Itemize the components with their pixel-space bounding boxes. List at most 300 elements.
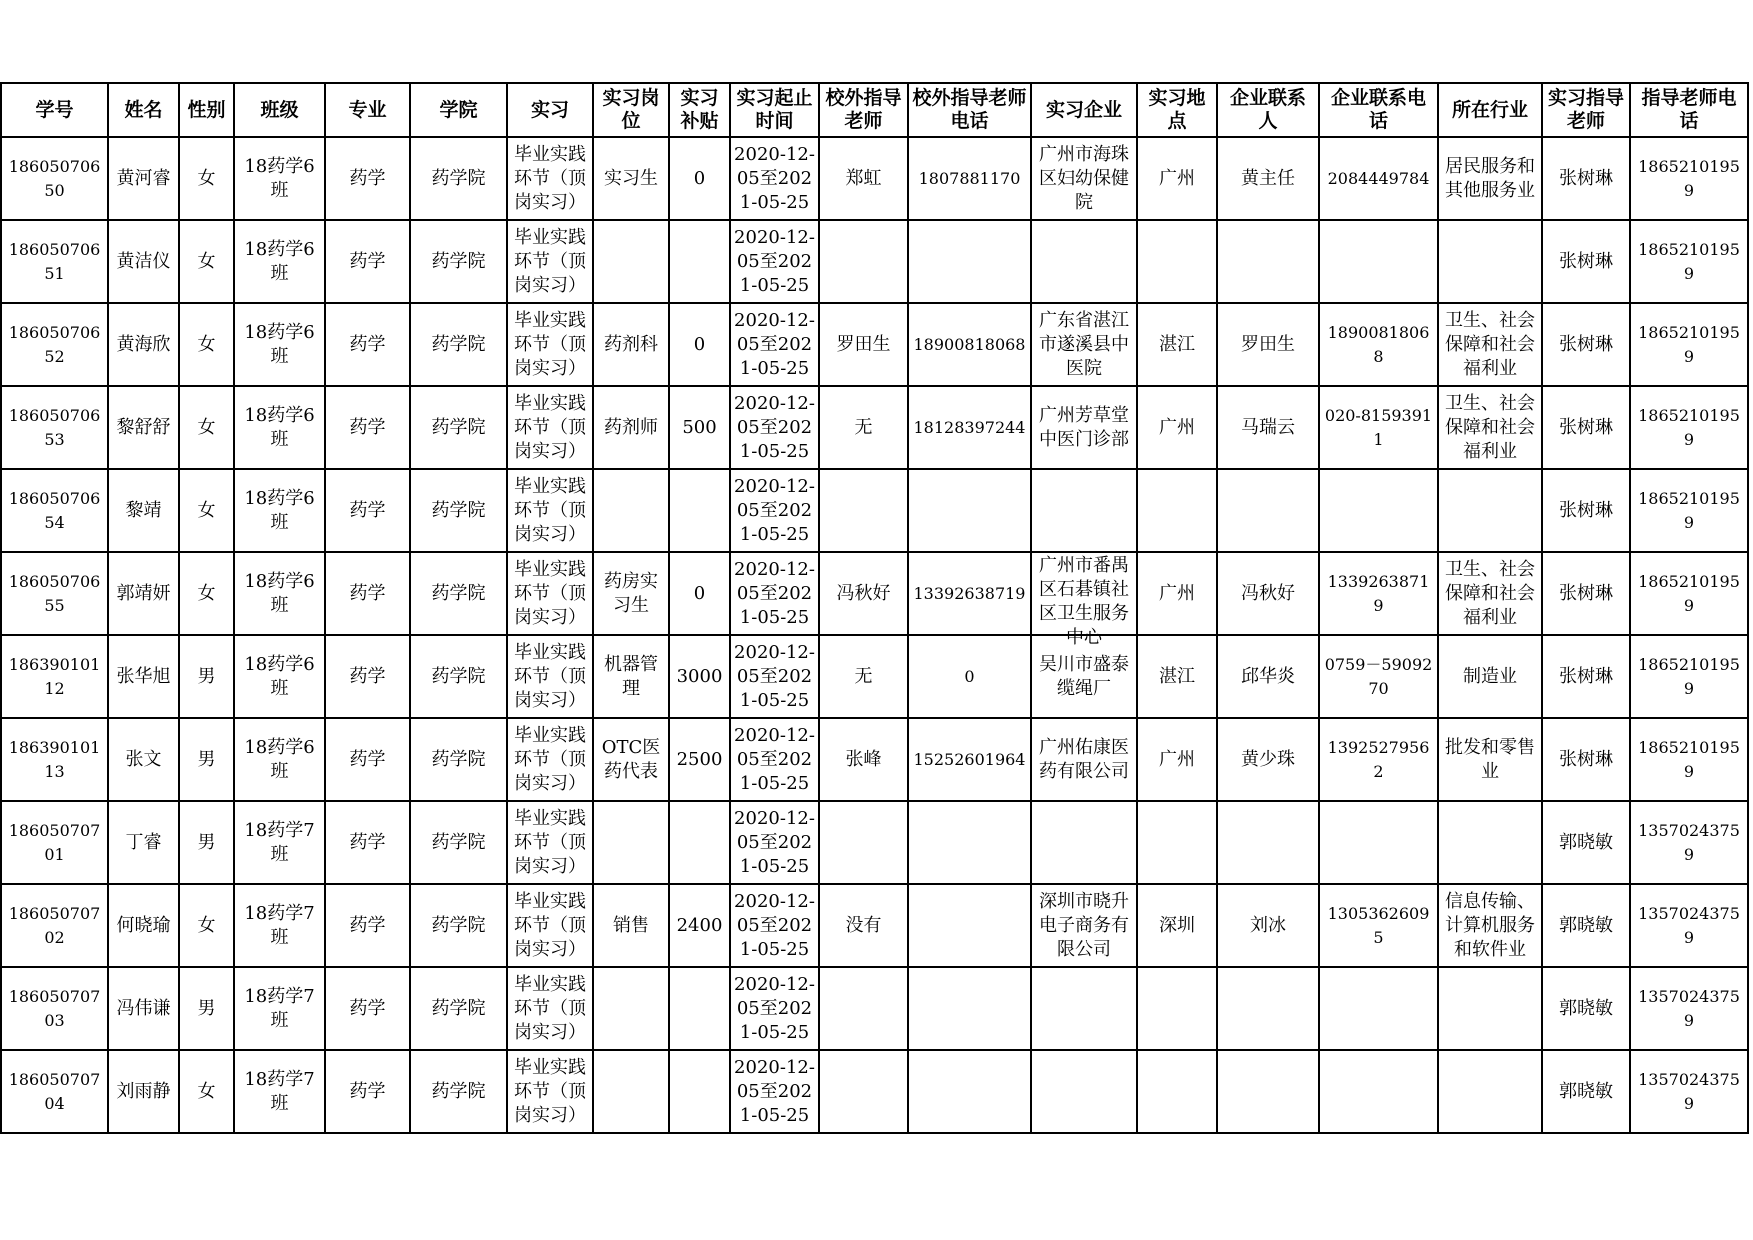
cell-student-id bbox=[1, 718, 108, 801]
cell-subsidy bbox=[669, 1050, 730, 1133]
subsidy-text: 500 bbox=[682, 416, 717, 438]
cell-class bbox=[234, 718, 325, 801]
cell-company-phone bbox=[1319, 884, 1438, 967]
cell-college bbox=[410, 801, 507, 884]
company-phone-text: 18900818068 bbox=[1327, 322, 1430, 366]
major-text: 药学 bbox=[349, 748, 386, 770]
external-advisor-phone-text: 18128397244 bbox=[913, 417, 1026, 437]
cell-internship-type bbox=[507, 884, 593, 967]
class-text: 18药学6班 bbox=[244, 321, 315, 367]
cell-gender bbox=[179, 552, 234, 635]
advisor-phone-text: 18652101959 bbox=[1638, 322, 1740, 366]
cell-external-advisor-phone bbox=[908, 801, 1031, 884]
industry-text: 批发和零售业 bbox=[1445, 736, 1535, 782]
cell-subsidy bbox=[669, 137, 730, 220]
college-text: 药学院 bbox=[431, 748, 486, 770]
col-header: 班级 bbox=[234, 83, 325, 137]
company-text: 广州佑康医药有限公司 bbox=[1039, 736, 1129, 782]
table-row bbox=[1, 1050, 1748, 1133]
cell-internship-type bbox=[507, 552, 593, 635]
position-text: 实习生 bbox=[604, 167, 658, 189]
col-header: 实习 bbox=[507, 83, 593, 137]
subsidy-text: 0 bbox=[693, 333, 706, 355]
cell-period bbox=[730, 718, 819, 801]
cell-external-advisor bbox=[819, 386, 908, 469]
industry-text: 卫生、社会保障和社会福利业 bbox=[1445, 392, 1535, 462]
name-text: 丁睿 bbox=[125, 831, 162, 853]
cell-student-id bbox=[1, 303, 108, 386]
cell-external-advisor-phone bbox=[908, 718, 1031, 801]
col-header: 校外指导老师电话 bbox=[908, 83, 1031, 137]
cell-class bbox=[234, 137, 325, 220]
cell-class bbox=[234, 967, 325, 1050]
student-id-text: 18605070702 bbox=[8, 903, 101, 947]
location-text: 广州 bbox=[1159, 416, 1195, 438]
internship-table-container bbox=[0, 82, 1749, 1134]
cell-gender bbox=[179, 303, 234, 386]
cell-internship-type bbox=[507, 635, 593, 718]
company-phone-text: 13392638719 bbox=[1327, 571, 1430, 615]
cell-major bbox=[325, 469, 410, 552]
col-header: 姓名 bbox=[108, 83, 179, 137]
name-text: 何晓瑜 bbox=[116, 914, 171, 936]
industry-text: 居民服务和其他服务业 bbox=[1445, 155, 1535, 201]
gender-text: 男 bbox=[197, 997, 216, 1019]
cell-company-phone bbox=[1319, 220, 1438, 303]
advisor-text: 郭晓敏 bbox=[1559, 831, 1613, 853]
cell-gender bbox=[179, 967, 234, 1050]
company-phone-text: 13053626095 bbox=[1327, 903, 1430, 947]
location-text: 广州 bbox=[1159, 748, 1195, 770]
cell-external-advisor-phone bbox=[908, 884, 1031, 967]
advisor-text: 郭晓敏 bbox=[1559, 997, 1613, 1019]
cell-student-id bbox=[1, 801, 108, 884]
college-text: 药学院 bbox=[431, 582, 486, 604]
position-text: 销售 bbox=[613, 914, 649, 936]
cell-student-id bbox=[1, 137, 108, 220]
external-advisor-phone-text: 15252601964 bbox=[913, 749, 1026, 769]
cell-location bbox=[1137, 1050, 1217, 1133]
period-text: 2020-12-05至2021-05-25 bbox=[734, 392, 815, 462]
cell-name bbox=[108, 718, 179, 801]
advisor-text: 张树琳 bbox=[1559, 665, 1613, 687]
internship-type-text: 毕业实践环节（顶岗实习） bbox=[514, 724, 586, 794]
cell-period bbox=[730, 220, 819, 303]
internship-type-text: 毕业实践环节（顶岗实习） bbox=[514, 309, 586, 379]
cell-external-advisor bbox=[819, 801, 908, 884]
advisor-text: 郭晓敏 bbox=[1559, 1080, 1613, 1102]
college-text: 药学院 bbox=[431, 831, 486, 853]
cell-location bbox=[1137, 718, 1217, 801]
gender-text: 男 bbox=[197, 748, 216, 770]
table-row bbox=[1, 303, 1748, 386]
advisor-text: 张树琳 bbox=[1559, 582, 1613, 604]
cell-external-advisor-phone bbox=[908, 1050, 1031, 1133]
company-contact-text: 邱华炎 bbox=[1241, 665, 1295, 687]
cell-external-advisor-phone bbox=[908, 469, 1031, 552]
cell-advisor-phone bbox=[1630, 137, 1748, 220]
student-id-text: 18605070651 bbox=[8, 239, 101, 283]
cell-period bbox=[730, 303, 819, 386]
cell-period bbox=[730, 1050, 819, 1133]
class-text: 18药学6班 bbox=[244, 653, 315, 699]
company-phone-text: 2084449784 bbox=[1327, 168, 1430, 188]
cell-company-contact bbox=[1217, 386, 1319, 469]
college-text: 药学院 bbox=[431, 914, 486, 936]
cell-major bbox=[325, 635, 410, 718]
class-text: 18药学7班 bbox=[244, 902, 315, 948]
cell-student-id bbox=[1, 552, 108, 635]
cell-gender bbox=[179, 469, 234, 552]
college-text: 药学院 bbox=[431, 499, 486, 521]
gender-text: 男 bbox=[197, 665, 216, 687]
company-contact-text: 马瑞云 bbox=[1241, 416, 1295, 438]
cell-company bbox=[1031, 552, 1137, 648]
student-id-text: 18605070703 bbox=[8, 986, 101, 1030]
internship-type-text: 毕业实践环节（顶岗实习） bbox=[514, 890, 586, 960]
student-id-text: 18605070655 bbox=[8, 571, 101, 615]
internship-type-text: 毕业实践环节（顶岗实习） bbox=[514, 143, 586, 213]
col-header: 实习企业 bbox=[1031, 83, 1137, 137]
cell-external-advisor bbox=[819, 220, 908, 303]
cell-company bbox=[1031, 220, 1137, 303]
cell-advisor bbox=[1542, 967, 1630, 1050]
period-text: 2020-12-05至2021-05-25 bbox=[734, 475, 815, 545]
cell-advisor-phone bbox=[1630, 220, 1748, 303]
cell-student-id bbox=[1, 635, 108, 718]
major-text: 药学 bbox=[349, 333, 386, 355]
college-text: 药学院 bbox=[431, 1080, 486, 1102]
subsidy-text: 2500 bbox=[676, 748, 723, 770]
cell-subsidy bbox=[669, 635, 730, 718]
gender-text: 女 bbox=[197, 499, 216, 521]
cell-company-phone bbox=[1319, 967, 1438, 1050]
company-contact-text: 刘冰 bbox=[1250, 914, 1286, 936]
cell-position bbox=[593, 967, 669, 1050]
cell-internship-type bbox=[507, 303, 593, 386]
cell-advisor bbox=[1542, 801, 1630, 884]
cell-company-contact bbox=[1217, 801, 1319, 884]
name-text: 刘雨静 bbox=[116, 1080, 171, 1102]
position-text: OTC医药代表 bbox=[601, 736, 661, 782]
cell-name bbox=[108, 967, 179, 1050]
cell-period bbox=[730, 137, 819, 220]
major-text: 药学 bbox=[349, 914, 386, 936]
position-text: 药房实习生 bbox=[604, 570, 658, 616]
cell-external-advisor bbox=[819, 137, 908, 220]
college-text: 药学院 bbox=[431, 250, 486, 272]
advisor-text: 张树琳 bbox=[1559, 416, 1613, 438]
cell-position bbox=[593, 801, 669, 884]
cell-college bbox=[410, 137, 507, 220]
advisor-text: 郭晓敏 bbox=[1559, 914, 1613, 936]
class-text: 18药学6班 bbox=[244, 570, 315, 616]
name-text: 黄洁仪 bbox=[116, 250, 171, 272]
major-text: 药学 bbox=[349, 997, 386, 1019]
cell-period bbox=[730, 801, 819, 884]
cell-advisor bbox=[1542, 303, 1630, 386]
location-text: 湛江 bbox=[1159, 333, 1195, 355]
cell-company-contact bbox=[1217, 884, 1319, 967]
col-header: 性别 bbox=[179, 83, 234, 137]
class-text: 18药学6班 bbox=[244, 238, 315, 284]
table-row bbox=[1, 635, 1748, 718]
location-text: 广州 bbox=[1159, 167, 1195, 189]
cell-gender bbox=[179, 386, 234, 469]
table-row bbox=[1, 386, 1748, 469]
name-text: 黄河睿 bbox=[116, 167, 171, 189]
major-text: 药学 bbox=[349, 167, 386, 189]
cell-student-id bbox=[1, 967, 108, 1050]
table-row bbox=[1, 967, 1748, 1050]
cell-position bbox=[593, 635, 669, 718]
external-advisor-text: 无 bbox=[854, 416, 873, 438]
cell-major bbox=[325, 884, 410, 967]
cell-gender bbox=[179, 884, 234, 967]
cell-company-contact bbox=[1217, 469, 1319, 552]
period-text: 2020-12-05至2021-05-25 bbox=[734, 143, 815, 213]
advisor-text: 张树琳 bbox=[1559, 748, 1613, 770]
subsidy-text: 3000 bbox=[676, 665, 723, 687]
cell-external-advisor-phone bbox=[908, 967, 1031, 1050]
cell-gender bbox=[179, 1050, 234, 1133]
industry-text: 卫生、社会保障和社会福利业 bbox=[1445, 309, 1535, 379]
cell-company-phone bbox=[1319, 635, 1438, 718]
cell-major bbox=[325, 718, 410, 801]
company-text: 深圳市晓升电子商务有限公司 bbox=[1039, 890, 1129, 960]
position-text: 药剂科 bbox=[604, 333, 658, 355]
cell-subsidy bbox=[669, 552, 730, 635]
col-header: 所在行业 bbox=[1438, 83, 1542, 137]
major-text: 药学 bbox=[349, 499, 386, 521]
name-text: 张文 bbox=[125, 748, 162, 770]
cell-class bbox=[234, 469, 325, 552]
cell-company-contact bbox=[1217, 303, 1319, 386]
cell-position bbox=[593, 1050, 669, 1133]
cell-company-phone bbox=[1319, 1050, 1438, 1133]
student-id-text: 18605070704 bbox=[8, 1069, 101, 1113]
table-row bbox=[1, 552, 1748, 635]
cell-advisor-phone bbox=[1630, 884, 1748, 967]
period-text: 2020-12-05至2021-05-25 bbox=[734, 807, 815, 877]
cell-location bbox=[1137, 635, 1217, 718]
period-text: 2020-12-05至2021-05-25 bbox=[734, 558, 815, 628]
cell-internship-type bbox=[507, 386, 593, 469]
cell-class bbox=[234, 635, 325, 718]
internship-table bbox=[0, 82, 1749, 1134]
cell-subsidy bbox=[669, 801, 730, 884]
student-id-text: 18605070652 bbox=[8, 322, 101, 366]
gender-text: 女 bbox=[197, 582, 216, 604]
student-id-text: 18605070654 bbox=[8, 488, 101, 532]
cell-advisor bbox=[1542, 718, 1630, 801]
cell-advisor-phone bbox=[1630, 967, 1748, 1050]
cell-internship-type bbox=[507, 137, 593, 220]
location-text: 湛江 bbox=[1159, 665, 1195, 687]
name-text: 黎靖 bbox=[125, 499, 162, 521]
cell-major bbox=[325, 137, 410, 220]
advisor-phone-text: 13570243759 bbox=[1638, 903, 1740, 947]
cell-advisor bbox=[1542, 386, 1630, 469]
col-header: 实习起止时间 bbox=[730, 83, 819, 137]
cell-major bbox=[325, 967, 410, 1050]
cell-subsidy bbox=[669, 220, 730, 303]
period-text: 2020-12-05至2021-05-25 bbox=[734, 309, 815, 379]
cell-major bbox=[325, 220, 410, 303]
student-id-text: 18605070650 bbox=[8, 156, 101, 200]
location-text: 广州 bbox=[1159, 582, 1195, 604]
cell-class bbox=[234, 386, 325, 469]
cell-location bbox=[1137, 884, 1217, 967]
col-header: 实习岗位 bbox=[593, 83, 669, 137]
cell-college bbox=[410, 220, 507, 303]
student-id-text: 18605070653 bbox=[8, 405, 101, 449]
col-header: 实习补贴 bbox=[669, 83, 730, 137]
cell-name bbox=[108, 386, 179, 469]
company-phone-text: 020-81593911 bbox=[1324, 405, 1433, 449]
cell-position bbox=[593, 718, 669, 801]
industry-text: 卫生、社会保障和社会福利业 bbox=[1445, 558, 1535, 628]
cell-company bbox=[1031, 884, 1137, 967]
company-contact-text: 黄少珠 bbox=[1241, 748, 1295, 770]
cell-company bbox=[1031, 386, 1137, 469]
cell-student-id bbox=[1, 884, 108, 967]
cell-student-id bbox=[1, 220, 108, 303]
cell-period bbox=[730, 635, 819, 718]
cell-position bbox=[593, 884, 669, 967]
student-id-text: 18639010112 bbox=[8, 654, 101, 698]
student-id-text: 18639010113 bbox=[8, 737, 101, 781]
external-advisor-text: 冯秋好 bbox=[836, 582, 891, 604]
cell-industry bbox=[1438, 1050, 1542, 1133]
cell-advisor-phone bbox=[1630, 1050, 1748, 1133]
class-text: 18药学7班 bbox=[244, 985, 315, 1031]
advisor-phone-text: 13570243759 bbox=[1638, 820, 1740, 864]
cell-advisor-phone bbox=[1630, 801, 1748, 884]
col-header: 学院 bbox=[410, 83, 507, 137]
cell-company-phone bbox=[1319, 469, 1438, 552]
internship-type-text: 毕业实践环节（顶岗实习） bbox=[514, 807, 586, 877]
cell-company-contact bbox=[1217, 718, 1319, 801]
class-text: 18药学6班 bbox=[244, 155, 315, 201]
cell-company-phone bbox=[1319, 303, 1438, 386]
college-text: 药学院 bbox=[431, 333, 486, 355]
cell-class bbox=[234, 303, 325, 386]
cell-name bbox=[108, 137, 179, 220]
subsidy-text: 0 bbox=[693, 167, 706, 189]
gender-text: 女 bbox=[197, 167, 216, 189]
cell-company-phone bbox=[1319, 137, 1438, 220]
name-text: 黎舒舒 bbox=[116, 416, 171, 438]
internship-type-text: 毕业实践环节（顶岗实习） bbox=[514, 226, 586, 296]
cell-advisor bbox=[1542, 137, 1630, 220]
cell-college bbox=[410, 967, 507, 1050]
col-header: 学号 bbox=[1, 83, 108, 137]
cell-company-contact bbox=[1217, 552, 1319, 635]
gender-text: 女 bbox=[197, 1080, 216, 1102]
cell-internship-type bbox=[507, 801, 593, 884]
internship-type-text: 毕业实践环节（顶岗实习） bbox=[514, 973, 586, 1043]
external-advisor-text: 张峰 bbox=[845, 748, 882, 770]
cell-external-advisor bbox=[819, 967, 908, 1050]
advisor-text: 张树琳 bbox=[1559, 499, 1613, 521]
cell-college bbox=[410, 386, 507, 469]
college-text: 药学院 bbox=[431, 167, 486, 189]
cell-college bbox=[410, 718, 507, 801]
student-id-text: 18605070701 bbox=[8, 820, 101, 864]
cell-company-phone bbox=[1319, 801, 1438, 884]
cell-subsidy bbox=[669, 469, 730, 552]
cell-external-advisor-phone bbox=[908, 303, 1031, 386]
industry-text: 制造业 bbox=[1463, 665, 1517, 687]
cell-student-id bbox=[1, 469, 108, 552]
internship-type-text: 毕业实践环节（顶岗实习） bbox=[514, 558, 586, 628]
cell-external-advisor-phone bbox=[908, 552, 1031, 635]
company-contact-text: 罗田生 bbox=[1241, 333, 1295, 355]
company-text: 广东省湛江市遂溪县中医院 bbox=[1039, 309, 1129, 379]
period-text: 2020-12-05至2021-05-25 bbox=[734, 724, 815, 794]
cell-college bbox=[410, 1050, 507, 1133]
cell-class bbox=[234, 884, 325, 967]
college-text: 药学院 bbox=[431, 665, 486, 687]
internship-type-text: 毕业实践环节（顶岗实习） bbox=[514, 392, 586, 462]
cell-industry bbox=[1438, 967, 1542, 1050]
table-row bbox=[1, 220, 1748, 303]
external-advisor-phone-text: 0 bbox=[964, 666, 975, 686]
cell-college bbox=[410, 552, 507, 635]
cell-external-advisor bbox=[819, 303, 908, 386]
cell-company bbox=[1031, 1050, 1137, 1133]
cell-company-phone bbox=[1319, 552, 1438, 635]
cell-position bbox=[593, 220, 669, 303]
college-text: 药学院 bbox=[431, 997, 486, 1019]
cell-position bbox=[593, 386, 669, 469]
advisor-phone-text: 18652101959 bbox=[1638, 239, 1740, 283]
col-header: 校外指导老师 bbox=[819, 83, 908, 137]
cell-gender bbox=[179, 718, 234, 801]
major-text: 药学 bbox=[349, 250, 386, 272]
cell-industry bbox=[1438, 635, 1542, 718]
cell-college bbox=[410, 469, 507, 552]
major-text: 药学 bbox=[349, 831, 386, 853]
cell-industry bbox=[1438, 220, 1542, 303]
cell-subsidy bbox=[669, 718, 730, 801]
cell-industry bbox=[1438, 884, 1542, 967]
cell-company-contact bbox=[1217, 1050, 1319, 1133]
col-header: 企业联系人 bbox=[1217, 83, 1319, 137]
cell-gender bbox=[179, 801, 234, 884]
external-advisor-phone-text: 18900818068 bbox=[913, 334, 1026, 354]
company-text: 广州芳草堂中医门诊部 bbox=[1039, 404, 1129, 450]
cell-external-advisor-phone bbox=[908, 386, 1031, 469]
advisor-text: 张树琳 bbox=[1559, 250, 1613, 272]
table-row bbox=[1, 801, 1748, 884]
col-header: 实习指导老师 bbox=[1542, 83, 1630, 137]
external-advisor-phone-text: 13392638719 bbox=[913, 583, 1026, 603]
cell-location bbox=[1137, 967, 1217, 1050]
cell-student-id bbox=[1, 386, 108, 469]
name-text: 郭靖妍 bbox=[116, 582, 171, 604]
cell-external-advisor bbox=[819, 552, 908, 635]
cell-advisor-phone bbox=[1630, 718, 1748, 801]
cell-internship-type bbox=[507, 469, 593, 552]
advisor-phone-text: 13570243759 bbox=[1638, 1069, 1740, 1113]
col-header: 专业 bbox=[325, 83, 410, 137]
company-text: 吴川市盛泰缆绳厂 bbox=[1039, 653, 1129, 699]
cell-college bbox=[410, 635, 507, 718]
advisor-phone-text: 18652101959 bbox=[1638, 488, 1740, 532]
cell-name bbox=[108, 1050, 179, 1133]
